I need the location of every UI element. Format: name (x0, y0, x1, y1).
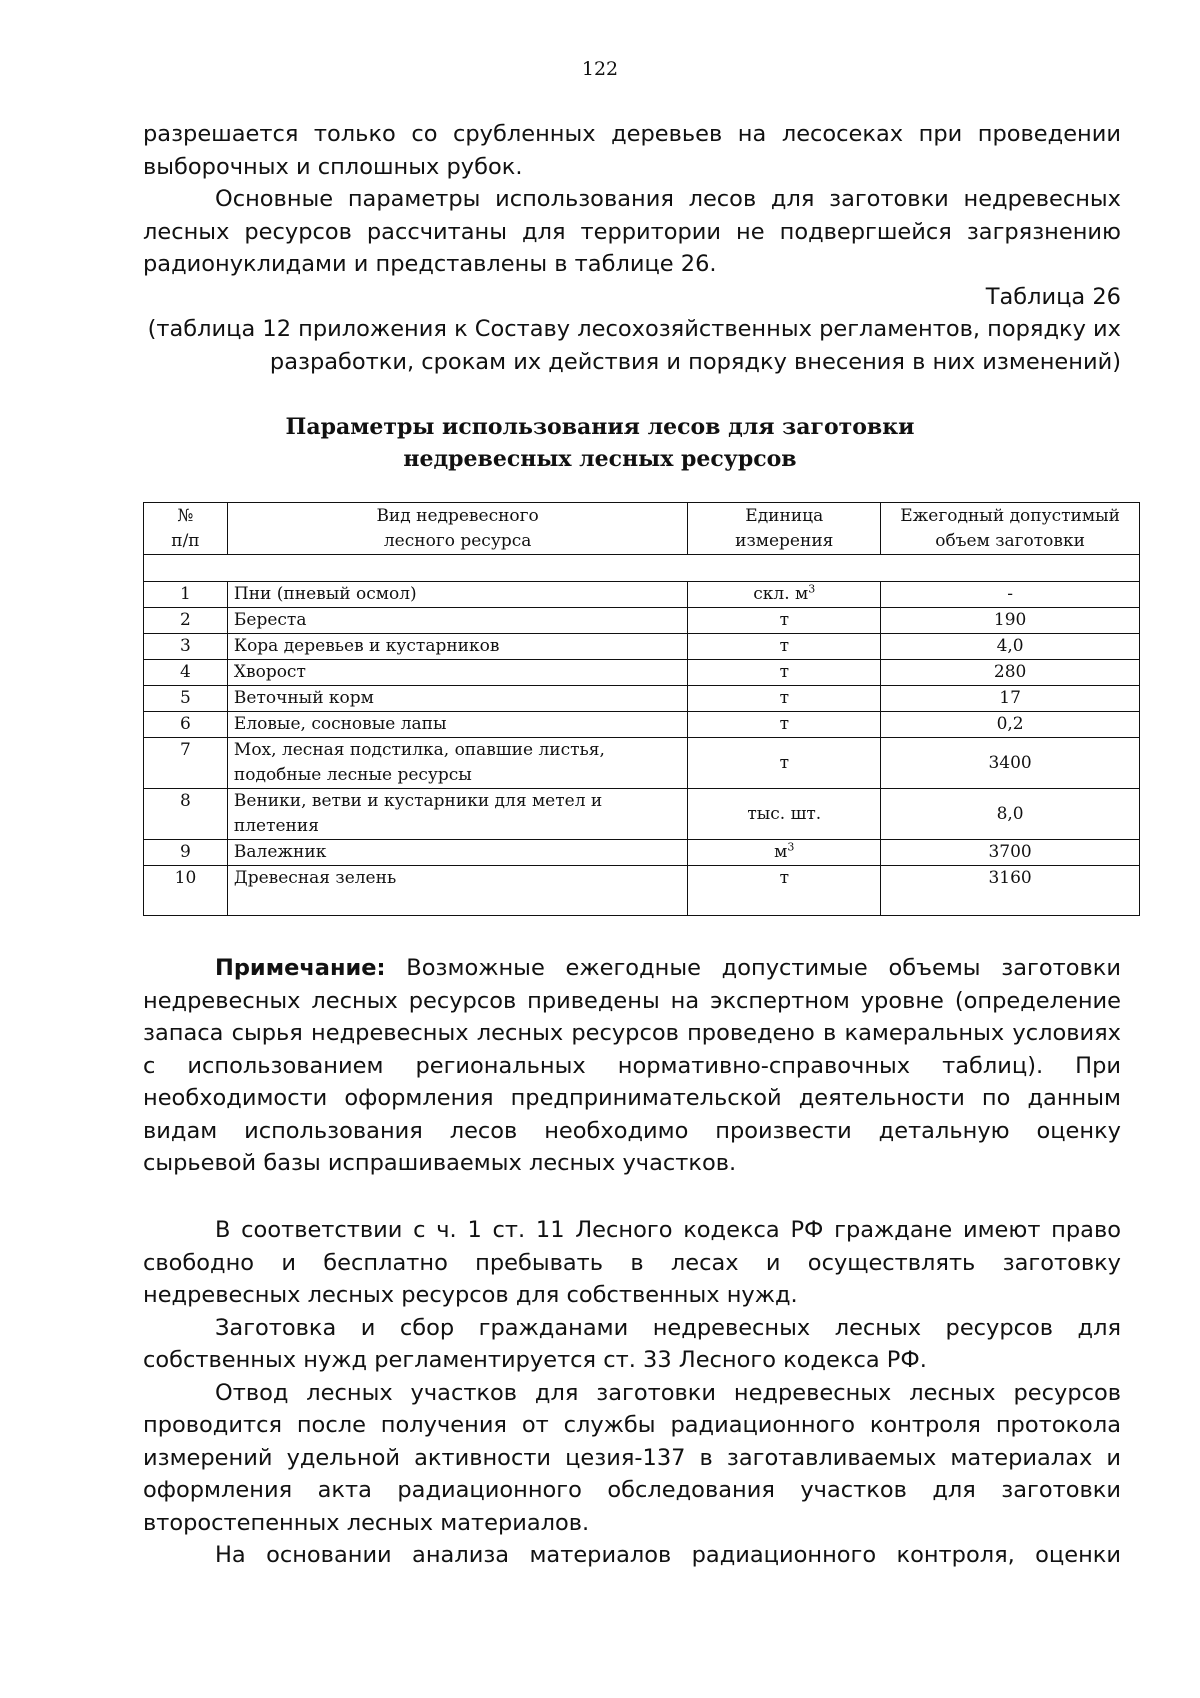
cell-unit-text: скл. м (753, 584, 809, 604)
table-source-line-2: разработки, срокам их действия и порядку внесения в них изменений) (269, 348, 1121, 375)
table-row (144, 840, 1140, 866)
cell-num: 8 (144, 789, 228, 840)
header-unit-line-1: Единица (745, 505, 824, 526)
table-row (144, 738, 1140, 789)
cell-num: 6 (144, 712, 228, 738)
cell-kind: Пни (пневый осмол) (227, 582, 687, 608)
header-kind (227, 503, 687, 555)
table-title-line-2: недревесных лесных ресурсов (403, 446, 797, 472)
cell-kind: Еловые, сосновые лапы (227, 712, 687, 738)
table-label: Таблица 26 (985, 283, 1121, 310)
cell-kind: Хворост (227, 660, 687, 686)
cell-unit (688, 608, 881, 634)
data-table (143, 502, 1140, 916)
header-volume (881, 503, 1140, 555)
cell-unit (688, 582, 881, 608)
intro-section (143, 118, 1121, 378)
cell-volume: 17 (881, 686, 1140, 712)
cell-unit-text: т (779, 636, 789, 656)
table-row (144, 866, 1140, 916)
cell-kind: Древесная зелень (227, 866, 687, 916)
cell-kind (227, 789, 687, 840)
header-volume-line-2: объем заготовки (935, 530, 1085, 551)
cell-kind-line-2: плетения (233, 816, 319, 836)
header-unit (688, 503, 881, 555)
cell-unit (688, 866, 881, 916)
header-num-line-2: п/п (171, 530, 200, 551)
cell-num: 9 (144, 840, 228, 866)
header-kind-line-1: Вид недревесного (376, 505, 539, 526)
table-spacer-row (144, 555, 1140, 582)
note-text: Возможные ежегодные допустимые объемы заготовки недревесных лесных ресурсов приведены на экспертном уровне (определение запаса сырья недревесных лесных ресурсов проведено в камеральных условиях с использованием региональных нормативно-справочных таблиц). При необходимости оформления предпринимательской деятельности по данным видам использования лесов необходимо произвести детальную оценку сырьевой базы испрашиваемых лесных участков. (143, 955, 1121, 1176)
cell-unit-text: т (779, 714, 789, 734)
header-kind-line-2: лесного ресурса (383, 530, 532, 551)
cell-unit (688, 634, 881, 660)
intro-paragraph-1: разрешается только со срубленных деревьев на лесосеках при проведении выборочных и сплошных рубок. (143, 121, 1121, 180)
table-row (144, 582, 1140, 608)
cell-volume: 3700 (881, 840, 1140, 866)
cell-num: 1 (144, 582, 228, 608)
table-row (144, 660, 1140, 686)
cell-kind (227, 738, 687, 789)
page-number: 122 (581, 58, 619, 80)
cell-volume: - (881, 582, 1140, 608)
table-source-line-1: (таблица 12 приложения к Составу лесохозяйственных регламентов, порядку их (147, 316, 1121, 342)
table-title (0, 411, 1200, 475)
cell-unit-text: т (779, 688, 789, 708)
note-label: Примечание: (215, 955, 386, 981)
cell-unit-text: м (774, 842, 788, 862)
cell-unit (688, 840, 881, 866)
cell-kind-line-2: подобные лесные ресурсы (233, 765, 472, 785)
note-section (143, 952, 1121, 1180)
header-num (144, 503, 228, 555)
table-row (144, 686, 1140, 712)
cell-num: 5 (144, 686, 228, 712)
note-paragraph (143, 952, 1121, 1180)
cell-kind-line-1: Веники, ветви и кустарники для метел и (233, 791, 603, 811)
cell-unit-text: т (779, 752, 789, 773)
cell-unit (688, 789, 881, 840)
table-row (144, 634, 1140, 660)
cell-unit (688, 712, 881, 738)
cell-unit-text: т (779, 610, 789, 630)
header-unit-line-2: измерения (735, 530, 834, 551)
cell-num: 3 (144, 634, 228, 660)
cell-num: 2 (144, 608, 228, 634)
header-num-line-1: № (177, 505, 194, 526)
cell-num: 4 (144, 660, 228, 686)
cell-volume: 3160 (881, 866, 1140, 916)
cell-unit-text: т (779, 868, 789, 888)
table-row (144, 712, 1140, 738)
cell-volume: 3400 (881, 738, 1140, 789)
bottom-paragraph-3: Отвод лесных участков для заготовки недревесных лесных ресурсов проводится после получения от службы радиационного контроля протокола измерений удельной активности цезия-137 в заготавливаемых материалах и оформления акта радиационного обследования участков для заготовки второстепенных лесных материалов. (143, 1379, 1121, 1536)
header-volume-line-1: Ежегодный допустимый (900, 505, 1120, 526)
bottom-paragraph-2: Заготовка и сбор гражданами недревесных лесных ресурсов для собственных нужд регламентируется ст. 33 Лесного кодекса РФ. (143, 1314, 1121, 1373)
resources-table (143, 502, 1140, 916)
bottom-paragraph-4: На основании анализа материалов радиационного контроля, оценки (215, 1542, 1121, 1568)
cell-volume: 8,0 (881, 789, 1140, 840)
table-row (144, 608, 1140, 634)
cell-num: 10 (144, 866, 228, 916)
cell-volume: 4,0 (881, 634, 1140, 660)
cell-unit-superscript: 3 (787, 840, 795, 854)
cell-unit (688, 660, 881, 686)
bottom-paragraph-1: В соответствии с ч. 1 ст. 11 Лесного кодекса РФ граждане имеют право свободно и бесплатно пребывать в лесах и осуществлять заготовку недревесных лесных ресурсов для собственных нужд. (143, 1217, 1121, 1308)
cell-kind: Валежник (227, 840, 687, 866)
cell-num: 7 (144, 738, 228, 789)
table-title-line-1: Параметры использования лесов для заготовки (285, 414, 915, 440)
table-row (144, 789, 1140, 840)
intro-paragraph-2: Основные параметры использования лесов для заготовки недревесных лесных ресурсов рассчитаны для территории не подвергшейся загрязнению радионуклидами и представлены в таблице 26. (143, 186, 1121, 277)
table-header-row (144, 503, 1140, 555)
bottom-section (143, 1214, 1121, 1572)
cell-unit-text: т (779, 662, 789, 682)
cell-unit-superscript: 3 (808, 582, 816, 596)
cell-kind: Кора деревьев и кустарников (227, 634, 687, 660)
cell-unit (688, 686, 881, 712)
cell-unit-text: тыс. шт. (747, 803, 822, 824)
cell-volume: 0,2 (881, 712, 1140, 738)
cell-volume: 280 (881, 660, 1140, 686)
cell-kind-line-1: Мох, лесная подстилка, опавшие листья, (233, 740, 605, 760)
cell-unit (688, 738, 881, 789)
cell-kind: Береста (227, 608, 687, 634)
cell-kind: Веточный корм (227, 686, 687, 712)
cell-volume: 190 (881, 608, 1140, 634)
